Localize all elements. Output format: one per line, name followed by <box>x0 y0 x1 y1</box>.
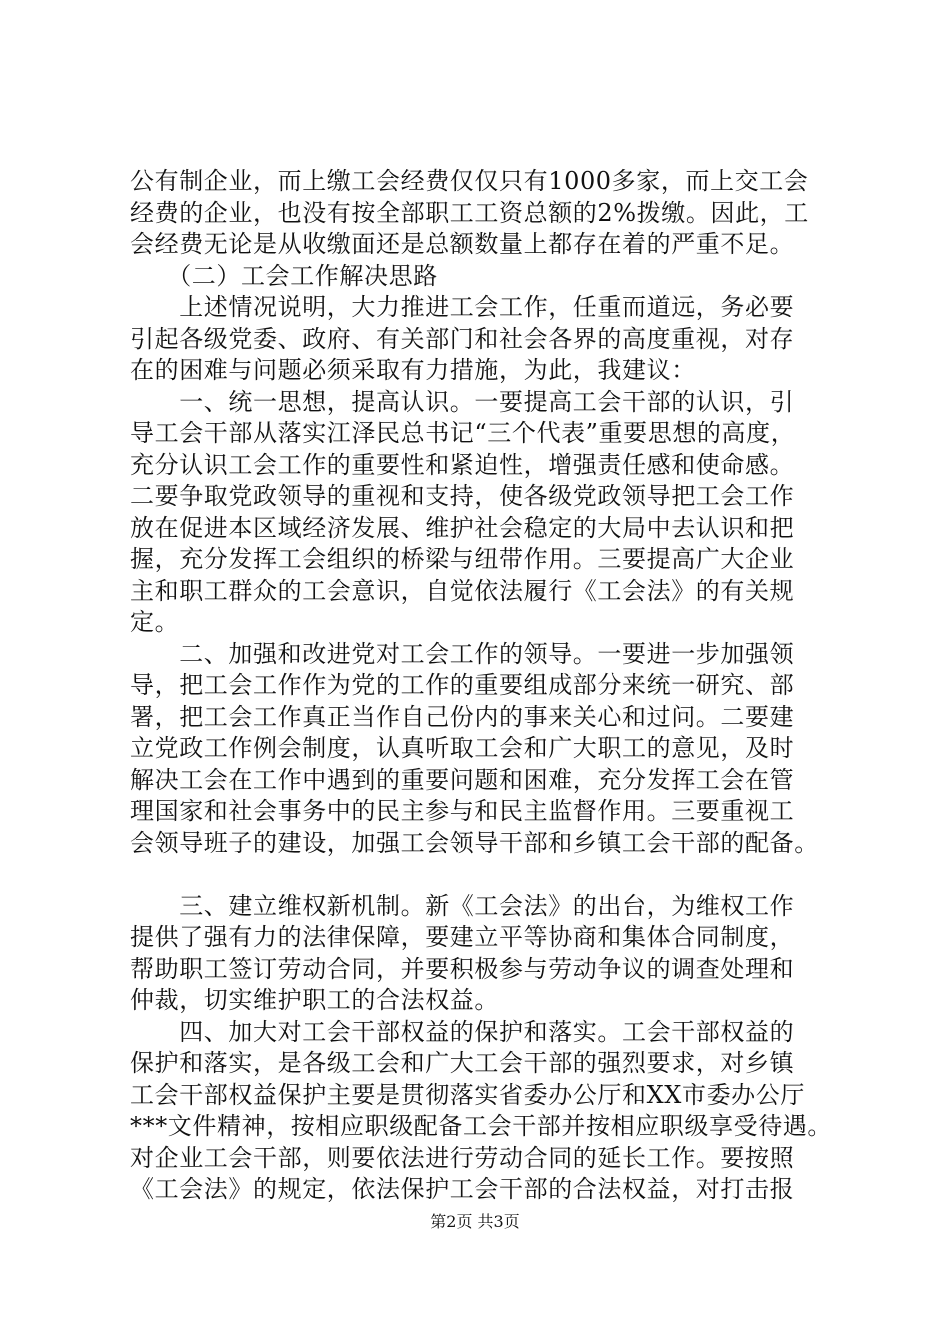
text-line: 会领导班子的建设，加强工会领导干部和乡镇工会干部的配备。 <box>130 828 819 857</box>
text-line: 二要争取党政领导的重视和支持，使各级党政领导把工会工作 <box>130 482 795 510</box>
text-line: 提供了强有力的法律保障，要建立平等协商和集体合同制度， <box>130 923 795 951</box>
text-line: 会经费无论是从收缴面还是总额数量上都存在着的严重不足。 <box>130 230 795 258</box>
text-line: 署，把工会工作真正当作自己份内的事来关心和过问。二要建 <box>130 702 795 731</box>
text-line: 解决工会在工作中遇到的重要问题和困难，充分发挥工会在管 <box>130 765 795 794</box>
text-line: 在的困难与问题必须采取有力措施，为此，我建议： <box>130 356 696 384</box>
text-line: 工会干部权益保护主要是贯彻落实省委办公厅和XX市委办公厅 <box>130 1080 805 1109</box>
blank-line <box>130 859 850 891</box>
text-line: 二、加强和改进党对工会工作的领导。一要进一步加强领 <box>130 639 795 668</box>
text-line: 公有制企业，而上缴工会经费仅仅只有1000多家，而上交工会 <box>130 167 809 195</box>
text-line: 仲裁，切实维护职工的合法权益。 <box>130 986 499 1014</box>
section-heading: （二）工会工作解决思路 <box>130 261 438 290</box>
text-line: 帮助职工签订劳动合同，并要积极参与劳动争议的调查处理和 <box>130 954 795 983</box>
document-body <box>130 166 850 1206</box>
text-line: 充分认识工会工作的重要性和紧迫性，增强责任感和使命感。 <box>130 450 795 479</box>
text-line: 主和职工群众的工会意识，自觉依法履行《工会法》的有关规 <box>130 576 795 605</box>
text-line: ***文件精神，按相应职级配备工会干部并按相应职级享受待遇。 <box>130 1112 832 1140</box>
text-line: 四、加大对工会干部权益的保护和落实。工会干部权益的 <box>130 1017 795 1046</box>
text-line: 上述情况说明，大力推进工会工作，任重而道远，务必要 <box>130 293 795 321</box>
text-line: 定。 <box>130 608 180 636</box>
text-line: 对企业工会干部，则要依法进行劳动合同的延长工作。要按照 <box>130 1143 795 1172</box>
text-line: 导工会干部从落实江泽民总书记“三个代表”重要思想的高度， <box>130 419 796 447</box>
page-number-footer: 第2页 共3页 <box>430 1212 520 1231</box>
text-line: 理国家和社会事务中的民主参与和民主监督作用。三要重视工 <box>130 797 795 825</box>
text-line: 经费的企业，也没有按全部职工工资总额的2%拨缴。因此，工 <box>130 198 809 227</box>
text-line: 放在促进本区域经济发展、维护社会稳定的大局中去认识和把 <box>130 513 795 542</box>
text-line: 握，充分发挥工会组织的桥梁与纽带作用。三要提高广大企业 <box>130 545 795 573</box>
text-line: 导，把工会工作作为党的工作的重要组成部分来统一研究、部 <box>130 671 795 699</box>
text-line: 《工会法》的规定，依法保护工会干部的合法权益，对打击报 <box>130 1175 795 1203</box>
text-line: 立党政工作例会制度，认真听取工会和广大职工的意见，及时 <box>130 734 795 762</box>
text-line: 引起各级党委、政府、有关部门和社会各界的高度重视，对存 <box>130 324 795 353</box>
text-line: 一、统一思想，提高认识。一要提高工会干部的认识，引 <box>130 387 795 416</box>
text-line: 保护和落实，是各级工会和广大工会干部的强烈要求，对乡镇 <box>130 1049 795 1077</box>
text-line: 三、建立维权新机制。新《工会法》的出台，为维权工作 <box>130 891 795 920</box>
